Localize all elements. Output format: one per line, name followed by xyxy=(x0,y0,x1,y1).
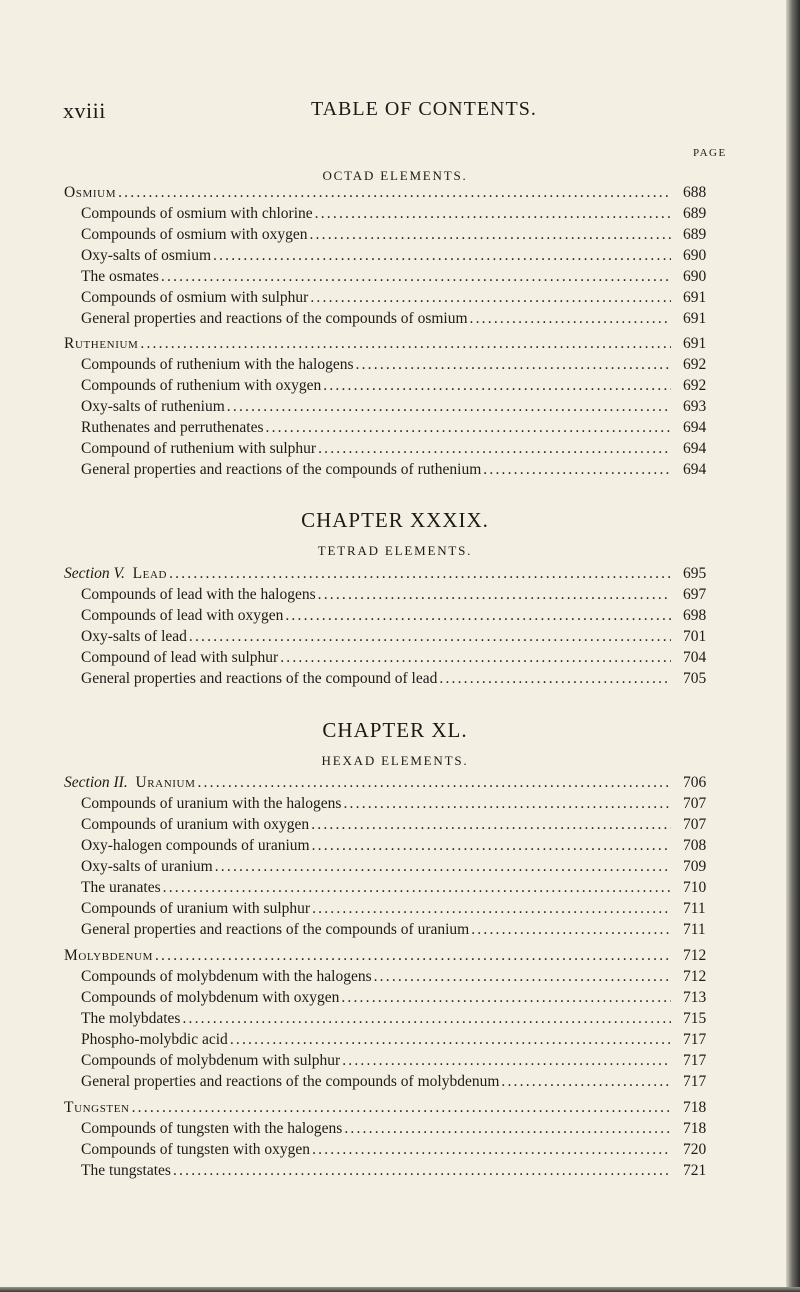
toc-entry-page: 711 xyxy=(683,900,706,917)
toc-entry[interactable] xyxy=(0,919,790,941)
toc-entry[interactable] xyxy=(0,417,790,439)
toc-entry-page: 707 xyxy=(683,795,707,812)
toc-entry-label: Uranium xyxy=(135,774,196,791)
toc-entry-page: 689 xyxy=(683,205,707,222)
toc-entry-label: Compounds of osmium with oxygen xyxy=(81,226,308,243)
toc-entry-page: 707 xyxy=(683,816,707,833)
page-column-label: PAGE xyxy=(693,147,727,159)
toc-entry-page: 691 xyxy=(683,335,707,352)
toc-entry-label: Compounds of molybdenum with the halogens xyxy=(81,968,372,985)
toc-entry[interactable] xyxy=(0,877,790,899)
toc-entry-label: Tungsten xyxy=(64,1099,130,1116)
toc-entry[interactable] xyxy=(0,182,790,204)
toc-entry-label: General properties and reactions of the compounds of uranium xyxy=(81,921,470,938)
toc-entry-label: Oxy-halogen compounds of uranium xyxy=(81,837,310,854)
toc-entry[interactable] xyxy=(0,333,790,355)
toc-entry-label: Compounds of ruthenium with oxygen xyxy=(81,377,322,394)
toc-entry[interactable] xyxy=(0,772,790,794)
toc-entry-label: General properties and reactions of the compound of lead xyxy=(81,670,438,687)
toc-entry-label: Compounds of uranium with oxygen xyxy=(81,816,310,833)
toc-entry-label: Molybdenum xyxy=(64,947,153,964)
toc-entry-page: 712 xyxy=(683,947,707,964)
section-label: Section V. xyxy=(64,565,125,582)
toc-entry-page: 718 xyxy=(683,1120,707,1137)
toc-entry-label: Phospho-molybdic acid xyxy=(81,1031,228,1048)
toc-entry[interactable] xyxy=(0,375,790,397)
toc-entry[interactable] xyxy=(0,354,790,376)
toc-entry-page: 690 xyxy=(683,247,707,264)
toc-entry[interactable] xyxy=(0,224,790,246)
toc-entry[interactable] xyxy=(0,584,790,606)
group-title-tetrad: TETRAD ELEMENTS. xyxy=(317,543,473,558)
toc-entry-label: The uranates xyxy=(81,879,161,896)
toc-entry[interactable] xyxy=(0,459,790,481)
toc-entry-page: 711 xyxy=(683,921,706,938)
toc-entry-label: Oxy-salts of ruthenium xyxy=(81,398,225,415)
toc-entry-page: 713 xyxy=(683,989,707,1006)
toc-entry-page: 695 xyxy=(683,565,707,582)
toc-entry-page: 717 xyxy=(683,1031,707,1048)
toc-entry-page: 710 xyxy=(683,879,707,896)
toc-entry-page: 717 xyxy=(683,1052,707,1069)
toc-entry[interactable] xyxy=(0,647,790,669)
toc-entry[interactable] xyxy=(0,266,790,288)
toc-entry[interactable] xyxy=(0,438,790,460)
toc-entry[interactable] xyxy=(0,308,790,330)
section-label: Section II. xyxy=(64,774,128,791)
toc-entry[interactable] xyxy=(0,1160,790,1182)
toc-entry-label: Compounds of tungsten with the halogens xyxy=(81,1120,343,1137)
toc-entry[interactable] xyxy=(0,563,790,585)
toc-entry-label: General properties and reactions of the compounds of ruthenium xyxy=(81,461,482,478)
toc-entry-label: Ruthenium xyxy=(64,335,139,352)
toc-entry[interactable] xyxy=(0,287,790,309)
toc-entry-label: General properties and reactions of the compounds of molybdenum xyxy=(81,1073,500,1090)
group-title-hexad: HEXAD ELEMENTS. xyxy=(321,753,469,768)
toc-entry[interactable] xyxy=(0,1118,790,1140)
toc-entry-page: 694 xyxy=(683,440,707,457)
toc-entry-label: Lead xyxy=(132,565,168,582)
toc-entry-label: The tungstates xyxy=(81,1162,171,1179)
toc-entry-label: Oxy-salts of uranium xyxy=(81,858,213,875)
toc-entry[interactable] xyxy=(0,626,790,648)
toc-entry-page: 709 xyxy=(683,858,707,875)
toc-entry[interactable] xyxy=(0,987,790,1009)
toc-entry-page: 692 xyxy=(683,377,707,394)
toc-entry-label: Compounds of molybdenum with sulphur xyxy=(81,1052,341,1069)
toc-entry-label: Compounds of lead with oxygen xyxy=(81,607,284,624)
toc-entry[interactable] xyxy=(0,605,790,627)
folio-number: xviii xyxy=(63,98,106,123)
toc-entry[interactable] xyxy=(0,1097,790,1119)
running-title: TABLE OF CONTENTS. xyxy=(311,98,537,120)
toc-entry[interactable] xyxy=(0,1029,790,1051)
toc-entry[interactable] xyxy=(0,966,790,988)
chapter-title-xxxix: CHAPTER XXXIX. xyxy=(301,508,489,532)
toc-entry[interactable] xyxy=(0,1139,790,1161)
toc-entry-page: 704 xyxy=(683,649,707,666)
toc-entry-page: 706 xyxy=(683,774,707,791)
toc-entry-label: Compounds of lead with the halogens xyxy=(81,586,316,603)
page-bottom-edge xyxy=(0,1287,800,1292)
toc-entry-page: 691 xyxy=(683,289,707,306)
toc-entry-page: 721 xyxy=(683,1162,707,1179)
toc-entry-page: 712 xyxy=(683,968,707,985)
toc-entry-page: 718 xyxy=(683,1099,707,1116)
toc-entry-page: 689 xyxy=(683,226,707,243)
toc-entry-page: 694 xyxy=(683,461,707,478)
toc-entry[interactable] xyxy=(0,814,790,836)
toc-entry-page: 705 xyxy=(683,670,707,687)
toc-entry-label: The molybdates xyxy=(81,1010,181,1027)
toc-entry[interactable] xyxy=(0,203,790,225)
toc-entry[interactable] xyxy=(0,856,790,878)
toc-entry-label: Oxy-salts of osmium xyxy=(81,247,212,264)
toc-entry-label: General properties and reactions of the compounds of osmium xyxy=(81,310,468,327)
toc-entry[interactable] xyxy=(0,898,790,920)
toc-entry-label: Compounds of uranium with sulphur xyxy=(81,900,311,917)
toc-entry-label: Compounds of osmium with chlorine xyxy=(81,205,313,222)
toc-entry-label: Compound of lead with sulphur xyxy=(81,649,279,666)
toc-entry-label: Compound of ruthenium with sulphur xyxy=(81,440,317,457)
toc-entry-page: 717 xyxy=(683,1073,707,1090)
toc-entry-page: 694 xyxy=(683,419,707,436)
toc-entry-page: 701 xyxy=(683,628,707,645)
toc-entry-label: Compounds of ruthenium with the halogens xyxy=(81,356,354,373)
toc-entry[interactable] xyxy=(0,245,790,267)
group-title-octad: OCTAD ELEMENTS. xyxy=(322,168,468,183)
toc-entry[interactable] xyxy=(0,668,790,690)
toc-entry-page: 708 xyxy=(683,837,707,854)
toc-entry-page: 690 xyxy=(683,268,707,285)
toc-entry[interactable] xyxy=(0,793,790,815)
toc-entry[interactable] xyxy=(0,945,790,967)
toc-entry-page: 715 xyxy=(683,1010,707,1027)
toc-entry-label: Compounds of molybdenum with oxygen xyxy=(81,989,340,1006)
toc-entry-label: Osmium xyxy=(64,184,117,201)
toc-entry-page: 691 xyxy=(683,310,707,327)
toc-entry-page: 688 xyxy=(683,184,707,201)
toc-entry-label: Compounds of uranium with the halogens xyxy=(81,795,342,812)
toc-entry-label: Compounds of tungsten with oxygen xyxy=(81,1141,311,1158)
toc-entry-page: 697 xyxy=(683,586,707,603)
toc-entry[interactable] xyxy=(0,1071,790,1093)
toc-entry-label: Oxy-salts of lead xyxy=(81,628,187,645)
toc-entry[interactable] xyxy=(0,1050,790,1072)
toc-entry[interactable] xyxy=(0,1008,790,1030)
chapter-title-xl: CHAPTER XL. xyxy=(322,718,468,742)
toc-entry-label: Compounds of osmium with sulphur xyxy=(81,289,309,306)
toc-entry-page: 693 xyxy=(683,398,707,415)
toc-entry-page: 698 xyxy=(683,607,707,624)
toc-entry-label: The osmates xyxy=(81,268,159,285)
toc-entry-label: Ruthenates and perruthenates xyxy=(81,419,264,436)
running-header xyxy=(0,98,790,126)
toc-entry[interactable] xyxy=(0,835,790,857)
toc-entry[interactable] xyxy=(0,396,790,418)
toc-entry-page: 692 xyxy=(683,356,707,373)
toc-entry-page: 720 xyxy=(683,1141,707,1158)
